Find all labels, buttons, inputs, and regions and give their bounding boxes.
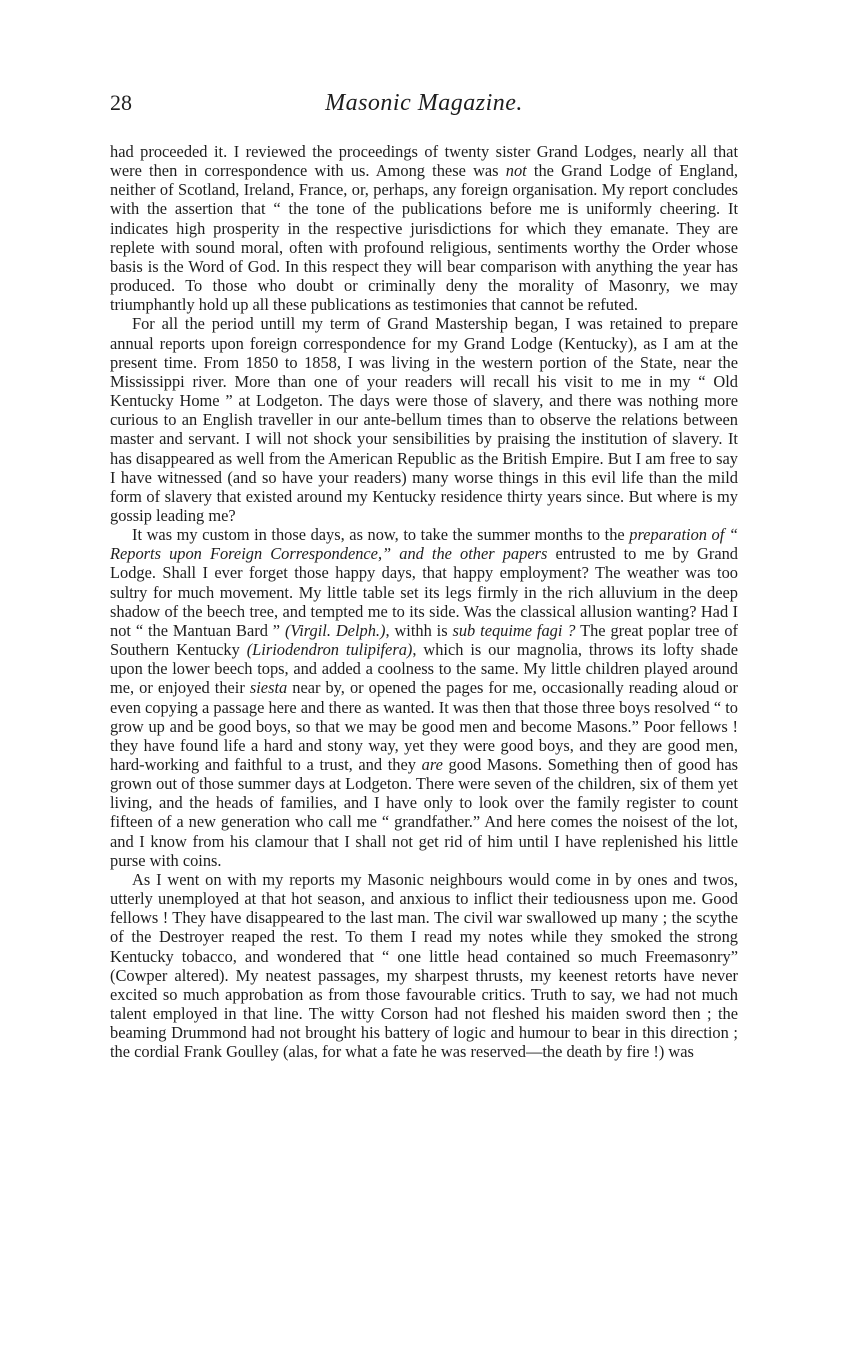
text-run: , which is our magnolia, throws its lofty shade upon the lower beech tops, and added a coolness to the same. My little children played around me, or enjoyed their: [110, 640, 739, 698]
text-run: For all the period untill my term of Grand Mastership began, I was retained to prepare annual reports upon foreign correspondence for my Grand Lodge (Kentucky), as I am at the present time. From 1850 to 1858, I was living in the western portion of the State, near the Mississippi river. More than one of your readers will recall his visit to me in my “ Old Kentucky Home ” at Lodgeton. The days were those of slavery, and there was nothing more curious to an English traveller in our ante-bellum times than to observe the relations between master and servant. I will not shock your sensibilities by praising the institution of slavery. It has disappeared as well from the American Republic as the British Empire. But I am free to say I have witnessed (and so have your readers) many worse things in this evil life than the mild form of slavery that existed around my Kentucky residence thirty years since. But where is my gossip leading me?: [110, 314, 738, 525]
running-title: Masonic Magazine.: [325, 90, 523, 116]
italic-text: (Virgil. Delph.): [284, 620, 386, 640]
paragraph-2: [110, 314, 738, 525]
text-run: had proceeded it. I reviewed the proceedings of twenty sister Grand Lodges, nearly all that were then in correspondence with us. Among these was: [110, 142, 738, 181]
body-text: [110, 142, 738, 1062]
italic-text: are: [421, 755, 443, 774]
text-run: As I went on with my reports my Masonic neighbours would come in by ones and twos, utterly unemployed at that hot season, and anxious to inflict their tediousness upon me. Good fellows ! They have disappeared to the last man. The civil war swallowed up many ; the scythe of the Destroyer reaped the rest. To them I read my notes while they smoked the strong Kentucky tobacco, and wondered that “ one little head contained so much Freemasonry” (Cowper altered). My neatest passages, my sharpest thrusts, my keenest retorts have never excited so much approbation as from those favourable critics. Truth to say, we had not much talent employed in that line. The witty Corson had not fleshed his maiden sword then ; the beaming Drummond had not brought his battery of logic and humour to bear in this direction ; the cordial Frank Goulley (alas, for what a fate he was reserved—the death by fire !) was: [110, 869, 738, 1062]
italic-text: sub tequime fagi ?: [452, 620, 576, 640]
italic-text: siesta: [249, 678, 288, 698]
text-run: , withh is: [385, 620, 453, 640]
paragraph-1: [110, 142, 738, 314]
text-run: It was my custom in those days, as now, to take the summer months to the: [132, 525, 630, 545]
page-header: [110, 86, 738, 120]
page-number: 28: [110, 90, 132, 115]
paragraph-4: [110, 870, 738, 1062]
italic-text: preparation of “ Reports upon Foreign Correspondence,” and the other papers: [110, 525, 738, 564]
text-run: good Masons. Something then of good has grown out of those summer days at Lodgeton. There were seven of the children, six of them yet living, and the heads of families, and I have only to look over the family register to count fifteen of a new generation who call me “ grandfather.” And here comes the noisest of the lot, and I know from his clamour that I shall not get rid of him until I have replenished his little purse with coins.: [110, 755, 738, 870]
italic-text: (Liriodendron tulipifera): [246, 640, 413, 660]
text-run: The great poplar tree of Southern Kentucky: [110, 620, 738, 660]
italic-text: not: [505, 161, 527, 181]
text-run: near by, or opened the pages for me, occasionally reading aloud or even copying a passage here and there as wanted. It was then that those three boys resolved “ to grow up and be good boys, so that we may be good men and become Masons.” Poor fellows ! they have found life a hard and stony way, yet they were good boys, and they are good men, hard-working and faithful to a trust, and they: [110, 678, 738, 774]
text-run: the Grand Lodge of England, neither of Scotland, Ireland, France, or, perhaps, any foreign organisation. My report concludes with the assertion that “ the tone of the publications before me is uniformly cheering. It indicates high prosperity in the respective jurisdictions for which they emanate. They are replete with sound moral, often with profound religious, sentiments worthy the Order whose basis is the Word of God. In this respect they will bear comparison with anything the year has produced. To those who doubt or criminally deny the morality of Masonry, we may triumphantly hold up all these publications as testimonies that cannot be refuted.: [110, 161, 738, 315]
text-run: entrusted to me by Grand Lodge. Shall I ever forget those happy days, that happy employment? The weather was too sultry for much movement. My little table set its legs firmly in the rich alluvium in the deep shadow of the beech tree, and tempted me to its side. Was the classical allusion wanting? Had I not “ the Mantuan Bard ”: [110, 544, 739, 640]
paragraph-3: [110, 525, 738, 870]
